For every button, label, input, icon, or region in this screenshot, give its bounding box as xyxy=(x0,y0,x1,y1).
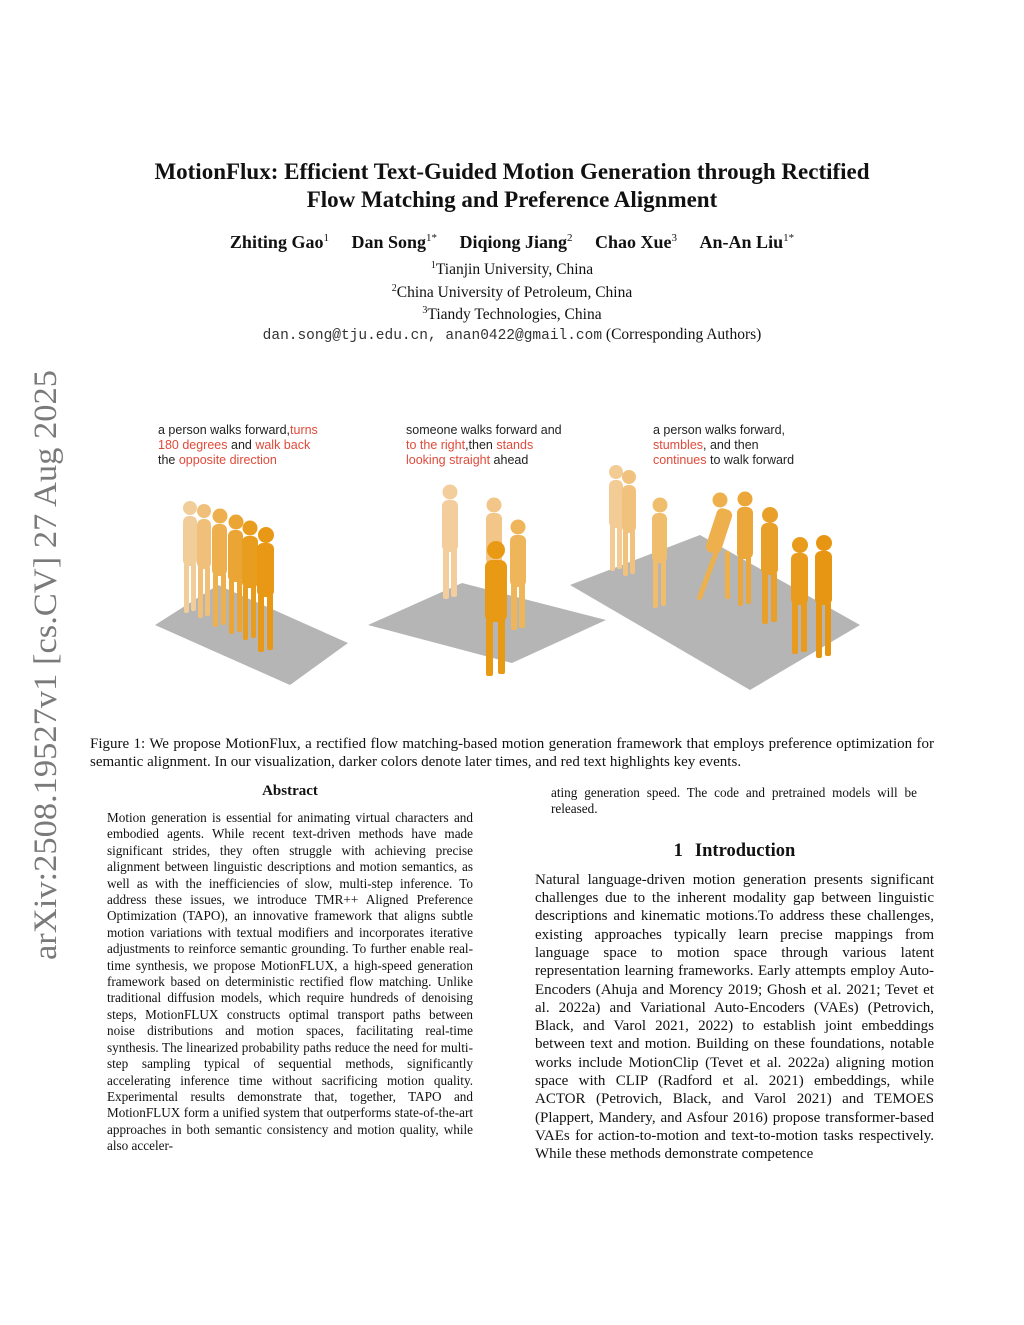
author: Chao Xue$^3$ xyxy=(595,232,678,252)
author: An-An Liu$^{1*}$ xyxy=(699,232,795,252)
paper-header xyxy=(130,158,894,346)
affiliation-list xyxy=(130,257,894,325)
corresponding-emails xyxy=(130,325,894,346)
author-list xyxy=(130,227,894,253)
figure-1 xyxy=(140,415,890,700)
author: Zhiting Gao$^1$ xyxy=(229,232,329,252)
introduction-heading: 1 Introduction xyxy=(673,840,796,861)
affiliation: $^1$Tianjin University, China xyxy=(430,260,594,279)
author: Dan Song$^{1*}$ xyxy=(351,232,437,252)
arxiv-stamp-text: arXiv:2508.19527v1 [cs.CV] 27 Aug 2025 xyxy=(28,395,64,960)
email-addresses[interactable]: dan.song@tju.edu.cn, anan0422@gmail.com xyxy=(262,327,603,344)
affiliation: $^3$Tiandy Technologies, China xyxy=(422,305,602,324)
abstract-text-continued: ating generation speed. The code and pretrained models will be released. xyxy=(551,785,917,817)
author: Diqiong Jiang$^2$ xyxy=(459,232,573,252)
arxiv-side-stamp xyxy=(20,365,66,960)
panel-3-caption: a person walks forward, stumbles, and then continues to walk forward xyxy=(653,423,795,467)
abstract-heading: Abstract xyxy=(262,783,318,799)
figure-1-caption: Figure 1: We propose MotionFlux, a rectified flow matching-based motion generation framework that employs preference optimization for semantic alignment. In our visualization, darker colors denote later times, and red text highlights key events. xyxy=(90,736,934,770)
right-column xyxy=(535,785,934,1164)
affiliation: $^2$China University of Petroleum, China xyxy=(391,282,633,301)
emails-note: (Corresponding Authors) xyxy=(605,325,762,343)
panel-2-caption: someone walks forward and to the right,then stands looking straight ahead xyxy=(406,423,562,467)
left-column xyxy=(107,783,473,1155)
introduction-text: Natural language-driven motion generation presents significant challenges due to the inherent modality gap between linguistic descriptions and kinematic motions.To address these challenges, existing approaches typically learn precise mappings from language space to motion space through various latent representation learning frameworks. Early attempts employ Auto-Encoders (Ahuja and Morency 2019; Ghosh et al. 2021; Tevet et al. 2022a) and Variational Auto-Encoders (VAEs) (Petrovich, Black, and Varol 2021, 2022) to establish joint embeddings between text and motion. Building on these foundations, notable works include MotionClip (Tevet et al. 2022a) aligning motion space with CLIP (Radford et al. 2021) embeddings, while ACTOR (Petrovich, Black, and Varol 2021) and TEMOES (Plappert, Mandery, and Asfour 2016) propose transformer-based VAEs for action-to-motion and text-to-motion tasks respectively. While these methods demonstrate competence xyxy=(535,871,934,1163)
paper-title: MotionFlux: Efficient Text-Guided Motion Generation through Rectified Flow Matching and Preference Alignment xyxy=(154,159,870,212)
abstract-text: Motion generation is essential for animating virtual characters and embodied agents. While recent text-driven methods have made significant strides, they often struggle with achieving precise alignment between linguistic descriptions and motion semantics, as well as with the inefficiencies of slow, multi-step inference. To address these issues, we introduce TMR++ Aligned Preference Optimization (TAPO), an innovative framework that aligns subtle motion variations with textual modifiers and incorporates iterative adjustments to reinforce semantic grounding. To further enable real-time synthesis, we propose MotionFLUX, a high-speed generation framework based on deterministic rectified flow matching. Unlike traditional diffusion models, which require hundreds of denoising steps, MotionFLUX constructs optimal transport paths between noise distributions and motion spaces, facilitating real-time synthesis. The linearized probability paths reduce the need for multi-step sampling typical of sequential methods, significantly accelerating inference time without sacrificing motion quality. Experimental results demonstrate that, together, TAPO and MotionFLUX form a unified system that outperforms state-of-the-art approaches in both semantic consistency and motion quality, while also acceler- xyxy=(107,810,473,1154)
panel-1-caption: a person walks forward,turns 180 degrees and walk back the opposite direction xyxy=(158,423,318,467)
